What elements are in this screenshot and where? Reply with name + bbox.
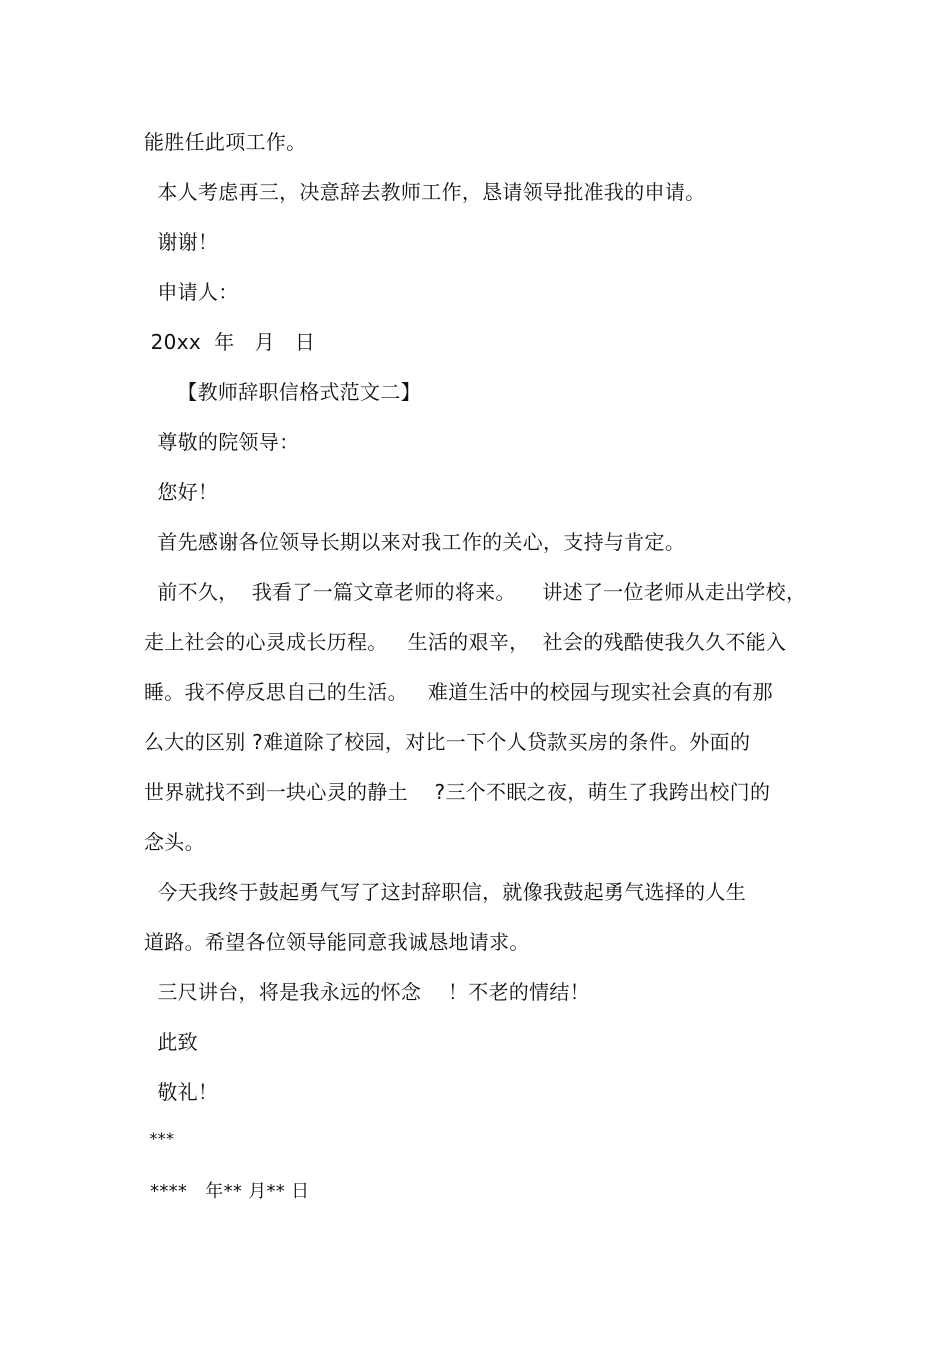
closing-line: 此致 xyxy=(144,1030,198,1054)
closing-line: 敬礼！ xyxy=(144,1080,219,1104)
text-line: 睡。我不停反思自己的生活。 难道生活中的校园与现实社会真的有那 xyxy=(144,680,773,704)
text-line: 道路。希望各位领导能同意我诚恳地请求。 xyxy=(144,930,530,954)
greeting: 您好！ xyxy=(144,480,219,504)
text-line: 本人考虑再三，决意辞去教师工作，恳请领导批准我的申请。 xyxy=(144,180,706,204)
text-line: 首先感谢各位领导长期以来对我工作的关心，支持与肯定。 xyxy=(144,530,686,554)
text-line: 能胜任此项工作。 xyxy=(144,130,307,154)
date-line: 20xx 年 月 日 xyxy=(144,330,316,354)
signature-placeholder: *** xyxy=(144,1129,175,1148)
applicant-label: 申请人： xyxy=(144,280,239,304)
section-heading: 【教师辞职信格式范文二】 xyxy=(144,380,421,404)
text-line: 前不久， 我看了一篇文章老师的将来。 讲述了一位老师从走出学校， xyxy=(144,580,807,604)
text-line: 念头。 xyxy=(144,830,205,854)
text-line: 今天我终于鼓起勇气写了这封辞职信，就像我鼓起勇气选择的人生 xyxy=(144,880,747,904)
text-line: 走上社会的心灵成长历程。 生活的艰辛， 社会的残酷使我久久不能入 xyxy=(144,630,787,654)
text-line: 三尺讲台，将是我永远的怀念 ！不老的情结！ xyxy=(144,980,590,1004)
text-line: 么大的区别 ?难道除了校园，对比一下个人贷款买房的条件。外面的 xyxy=(144,730,751,754)
signature-date: **** 年** 月** 日 xyxy=(144,1181,310,1202)
salutation: 尊敬的院领导： xyxy=(144,430,300,454)
text-line: 世界就找不到一块心灵的静土 ?三个不眠之夜，萌生了我跨出校门的 xyxy=(144,780,771,804)
text-line: 谢谢！ xyxy=(144,230,219,254)
